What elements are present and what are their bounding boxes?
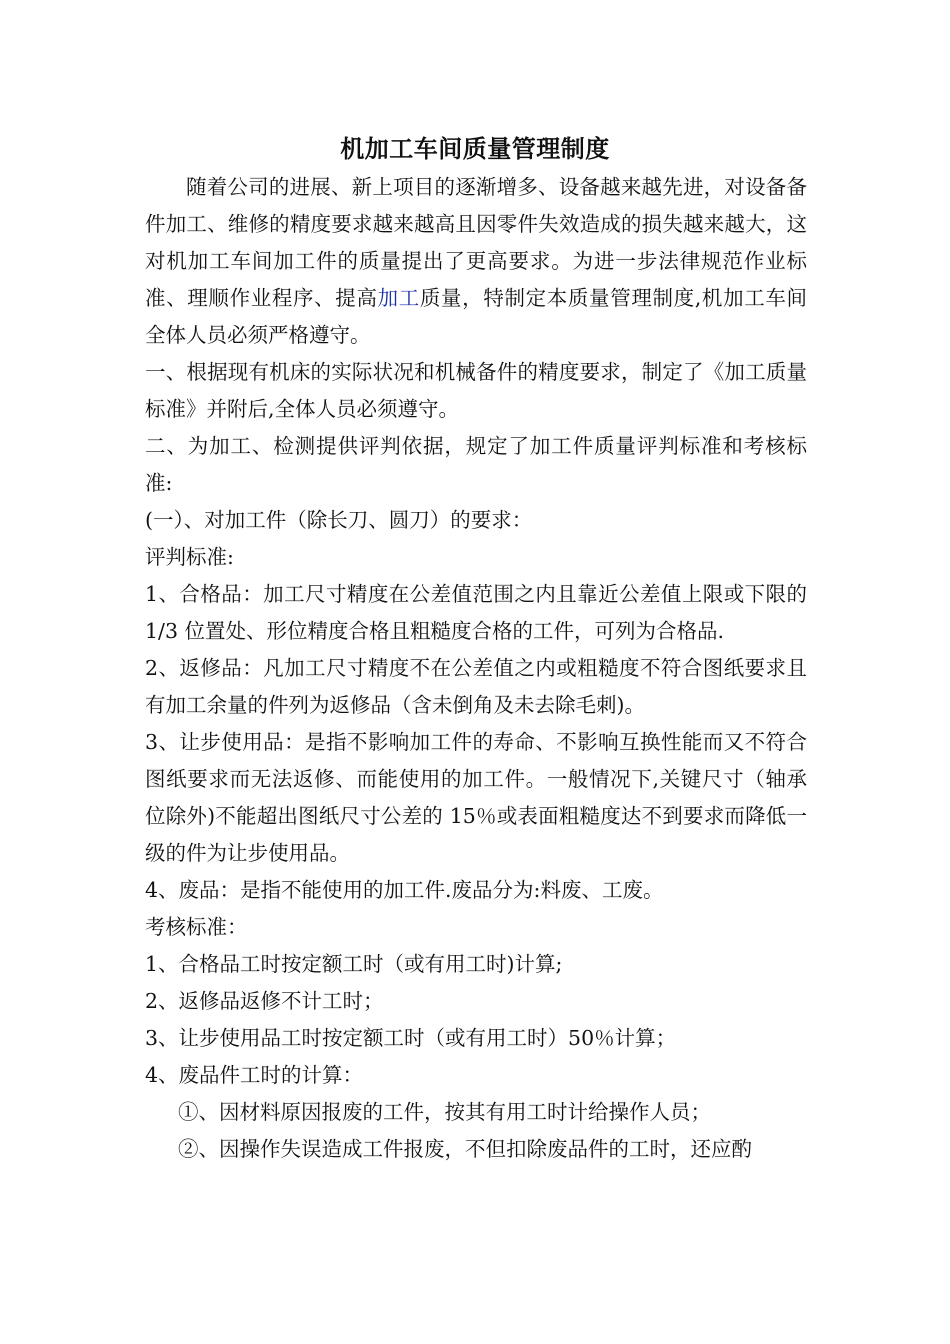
judge-rework-paragraph: 2、返修品：凡加工尺寸精度不在公差值之内或粗糙度不符合图纸要求且有加工余量的件列为返修品（含未倒角及未去除毛刺)。: [145, 656, 807, 717]
assess-standard-heading: 考核标准：: [145, 915, 248, 939]
assess-scrap-material-line: ①、因材料原因报废的工件，按其有用工时计给操作人员；: [178, 1100, 711, 1124]
document-title: 机加工车间质量管理制度: [340, 134, 610, 163]
judge-standard-heading: 评判标准:: [145, 545, 234, 569]
intro-paragraph: [145, 169, 807, 354]
judge-qualified-paragraph: 1、合格品：加工尺寸精度在公差值范围之内且靠近公差值上限或下限的 1/3 位置处、形位精度合格且粗糙度合格的工件，可列为合格品.: [145, 582, 807, 643]
judge-scrap-paragraph: 4、废品：是指不能使用的加工件.废品分为:料废、工废。: [145, 878, 664, 902]
intro-text-part2: 质量，特制定本质量管理制度,机加工车间全体人员必须严格遵守。: [145, 286, 808, 347]
assess-scrap-line: 4、废品件工时的计算：: [145, 1063, 364, 1087]
assess-rework-line: 2、返修品返修不计工时；: [145, 989, 384, 1013]
intro-text-part1: 随着公司的进展、新上项目的逐渐增多、设备越来越先进，对设备备件加工、维修的精度要求越来越高且因零件失效造成的损失越来越大，这对机加工车间加工件的质量提出了更高要求。为进一步法律规范作业标准、理顺作业程序、提高: [145, 175, 807, 310]
assess-scrap-operation-line: ②、因操作失误造成工件报废，不但扣除废品件的工时，还应酌: [178, 1137, 752, 1161]
item-2-paragraph: 二、为加工、检测提供评判依据，规定了加工件质量评判标准和考核标准:: [145, 434, 807, 495]
judge-concession-paragraph: 3、让步使用品：是指不影响加工件的寿命、不影响互换性能而又不符合图纸要求而无法返修、而能使用的加工件。一般情况下,关键尺寸（轴承位除外)不能超出图纸尺寸公差的 15％或表面粗糙度达不到要求而降低一级的件为让步使用品。: [145, 730, 807, 865]
processing-link[interactable]: 加工: [377, 286, 420, 310]
sub-section-1-heading: (一）、对加工件（除长刀、圆刀）的要求：: [145, 508, 533, 532]
assess-qualified-line: 1、合格品工时按定额工时（或有用工时)计算;: [145, 952, 563, 976]
item-1-paragraph: 一、根据现有机床的实际状况和机械备件的精度要求，制定了《加工质量标准》并附后,全体人员必须遵守。: [145, 360, 807, 421]
document-body: [145, 169, 807, 1168]
assess-concession-line: 3、让步使用品工时按定额工时（或有用工时）50％计算；: [145, 1026, 677, 1050]
